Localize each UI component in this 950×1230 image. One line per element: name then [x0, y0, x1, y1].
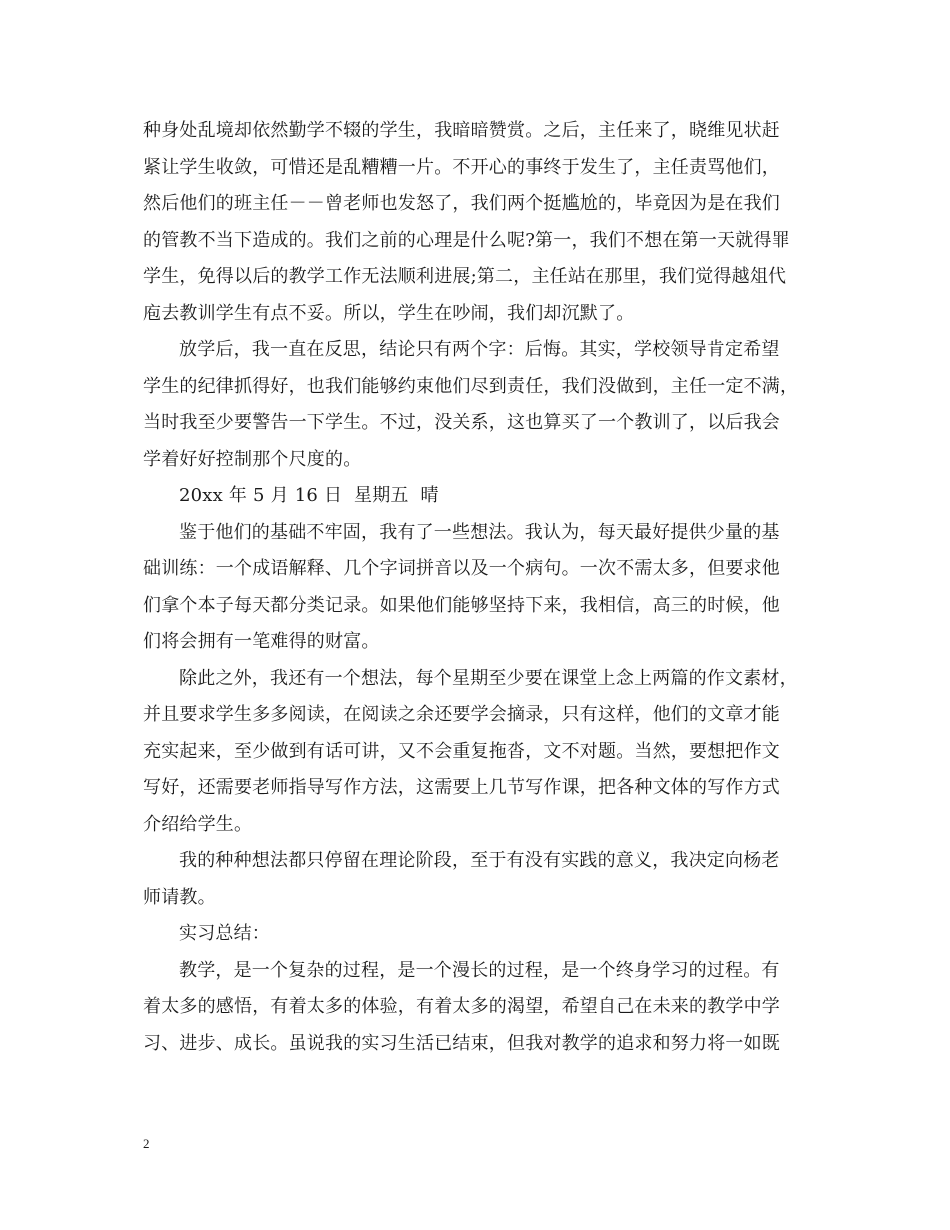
text-line: 介绍给学生。 — [143, 813, 253, 835]
text-line: 紧让学生收敛，可惜还是乱糟糟一片。不开心的事终于发生了，主任责骂他们， — [143, 156, 780, 178]
document-body — [143, 113, 808, 1062]
text-line: 们将会拥有一笔难得的财富。 — [143, 631, 380, 652]
text-line: 学着好好控制那个尺度的。 — [143, 448, 362, 470]
text-line: 然后他们的班主任－－曾老师也发怒了，我们两个挺尴尬的，毕竟因为是在我们 — [143, 193, 780, 214]
paragraph-start-line: 教学，是一个复杂的过程，是一个漫长的过程，是一个终身学习的过程。有 — [179, 959, 780, 981]
text-line: 础训练：一个成语解释、几个字词拼音以及一个病句。一次不需太多，但要求他 — [143, 558, 780, 579]
text-line: 学生的纪律抓得好，也我们能够约束他们尽到责任，我们没做到，主任一定不满， — [143, 375, 799, 397]
text-line: 写好，还需要老师指导写作方法，这需要上几节写作课，把各种文体的写作方式 — [143, 777, 780, 798]
paragraph-start-line: 我的种种想法都只停留在理论阶段，至于有没有实践的意义，我决定向杨老 — [179, 850, 780, 871]
section-heading: 实习总结： — [179, 923, 270, 944]
paragraph-start-line: 除此之外，我还有一个想法，每个星期至少要在课堂上念上两篇的作文素材， — [179, 667, 798, 689]
text-line: 学生，免得以后的教学工作无法顺利进展;第二，主任站在那里，我们觉得越俎代 — [143, 266, 787, 287]
date-line: 20xx 年 5 月 16 日 星期五 晴 — [179, 485, 439, 506]
paragraph-start-line: 放学后，我一直在反思，结论只有两个字：后悔。其实，学校领导肯定希望 — [179, 339, 780, 360]
text-line: 并且要求学生多多阅读，在阅读之余还要学会摘录，只有这样，他们的文章才能 — [143, 704, 780, 725]
text-line: 的管教不当下造成的。我们之前的心理是什么呢?第一，我们不想在第一天就得罪 — [143, 229, 790, 251]
text-line: 习、进步、成长。虽说我的实习生活已结束，但我对教学的追求和努力将一如既 — [143, 1032, 780, 1054]
text-line: 师请教。 — [143, 886, 216, 908]
page-number: 2 — [143, 1136, 150, 1151]
text-line: 庖去教训学生有点不妥。所以，学生在吵闹，我们却沉默了。 — [143, 302, 635, 324]
text-line: 当时我至少要警告一下学生。不过，没关系，这也算买了一个教训了，以后我会 — [143, 412, 780, 433]
text-line: 充实起来，至少做到有话可讲，又不会重复拖沓，文不对题。当然，要想把作文 — [143, 740, 780, 762]
text-line: 种身处乱境却依然勤学不辍的学生，我暗暗赞赏。之后，主任来了，晓维见状赶 — [143, 120, 780, 141]
paragraph-start-line: 鉴于他们的基础不牢固，我有了一些想法。我认为，每天最好提供少量的基 — [179, 521, 780, 543]
text-line: 们拿个本子每天都分类记录。如果他们能够坚持下来，我相信，高三的时候，他 — [143, 594, 780, 616]
text-line: 着太多的感悟，有着太多的体验，有着太多的渴望，希望自己在未来的教学中学 — [143, 996, 780, 1017]
